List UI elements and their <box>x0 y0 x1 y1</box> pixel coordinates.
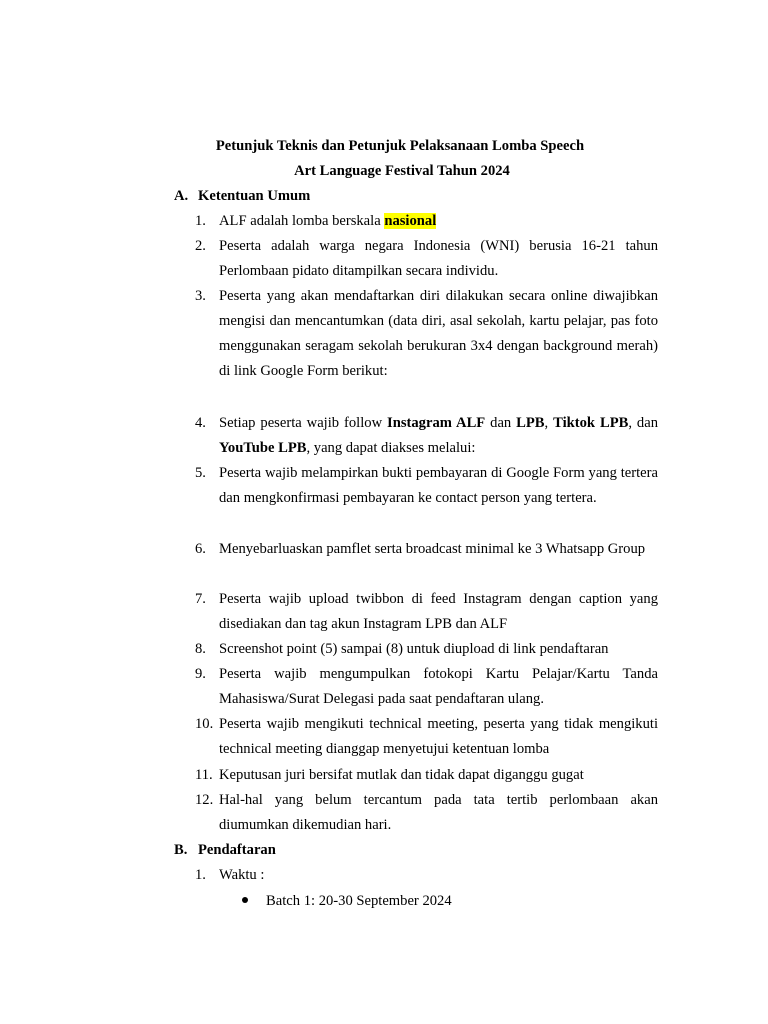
list-item-number: 10. <box>195 716 214 732</box>
bullet-dot-icon <box>242 897 248 903</box>
list-item-text: Hal-hal yang belum tercantum pada tata tertib perlombaan akan diumumkan dikemudian hari. <box>219 792 658 833</box>
list-item <box>195 411 658 461</box>
list-item-number: 7. <box>195 591 206 607</box>
list-item-number: 4. <box>195 415 206 431</box>
list-item-number: 11. <box>195 767 213 783</box>
section-b-heading <box>174 838 276 863</box>
list-item-text: Peserta wajib upload twibbon di feed Instagram dengan caption yang disediakan dan tag akun Instagram LPB dan ALF <box>219 591 658 632</box>
document-title-line-2: Art Language Festival Tahun 2024 <box>294 163 510 179</box>
list-item <box>195 461 658 511</box>
list-item-number: 9. <box>195 666 206 682</box>
document-title-line-1: Petunjuk Teknis dan Petunjuk Pelaksanaan Lomba Speech <box>215 138 585 154</box>
list-item <box>195 712 658 762</box>
list-item <box>195 537 658 562</box>
list-item-text: Peserta yang akan mendaftarkan diri dilakukan secara online diwajibkan mengisi dan mencantumkan (data diri, asal sekolah, kartu pelajar, pas foto menggunakan seragam sekolah berukuran 3x4 dengan background merah) di link Google Form berikut: <box>219 288 658 379</box>
list-item-text: Screenshot point (5) sampai (8) untuk diupload di link pendaftaran <box>219 641 609 657</box>
list-item-text: Menyebarluaskan pamflet serta broadcast minimal ke 3 Whatsapp Group <box>219 541 646 557</box>
list-item-text: Peserta adalah warga negara Indonesia (WNI) berusia 16-21 tahun Perlombaan pidato ditampilkan secara individu. <box>219 238 658 279</box>
list-item <box>195 209 658 234</box>
bullet-item-text: Batch 1: 20-30 September 2024 <box>266 893 452 909</box>
list-item-text: Peserta wajib melampirkan bukti pembayaran di Google Form yang tertera dan mengkonfirmasi pembayaran ke contact person yang tertera. <box>219 465 658 506</box>
list-item-text: Waktu : <box>219 867 265 883</box>
list-item-text: Peserta wajib mengumpulkan fotokopi Kartu Pelajar/Kartu Tanda Mahasiswa/Surat Delegasi pada saat pendaftaran ulang. <box>219 666 658 707</box>
section-b-title: Pendaftaran <box>198 842 276 858</box>
list-item <box>195 763 658 788</box>
bullet-item <box>238 889 452 914</box>
list-item-text: Peserta wajib mengikuti technical meeting, peserta yang tidak mengikuti technical meeting dianggap menyetujui ketentuan lomba <box>219 716 658 757</box>
highlighted-word: nasional <box>384 213 437 229</box>
list-item <box>195 788 658 838</box>
list-item-number: 1. <box>195 867 206 883</box>
section-a-letter: A. <box>174 188 189 204</box>
list-item-number: 5. <box>195 465 206 481</box>
section-a-heading <box>174 184 310 209</box>
list-item-number: 1. <box>195 213 206 229</box>
list-item <box>195 662 658 712</box>
list-item <box>195 587 658 637</box>
list-item <box>195 863 658 888</box>
list-item <box>195 234 658 284</box>
list-item-text: Keputusan juri bersifat mutlak dan tidak dapat diganggu gugat <box>219 767 584 783</box>
list-item-number: 3. <box>195 288 206 304</box>
list-item-text: Setiap peserta wajib follow Instagram ALF dan LPB, Tiktok LPB, dan YouTube LPB, yang dapat diakses melalui: <box>219 415 659 456</box>
list-item-number: 2. <box>195 238 206 254</box>
list-item-number: 12. <box>195 792 214 808</box>
list-item-text: ALF adalah lomba berskala nasional <box>219 213 437 229</box>
list-item-number: 6. <box>195 541 206 557</box>
list-item <box>195 637 658 662</box>
list-item-number: 8. <box>195 641 206 657</box>
list-item <box>195 284 658 384</box>
section-b-letter: B. <box>174 842 188 858</box>
section-a-title: Ketentuan Umum <box>198 188 311 204</box>
